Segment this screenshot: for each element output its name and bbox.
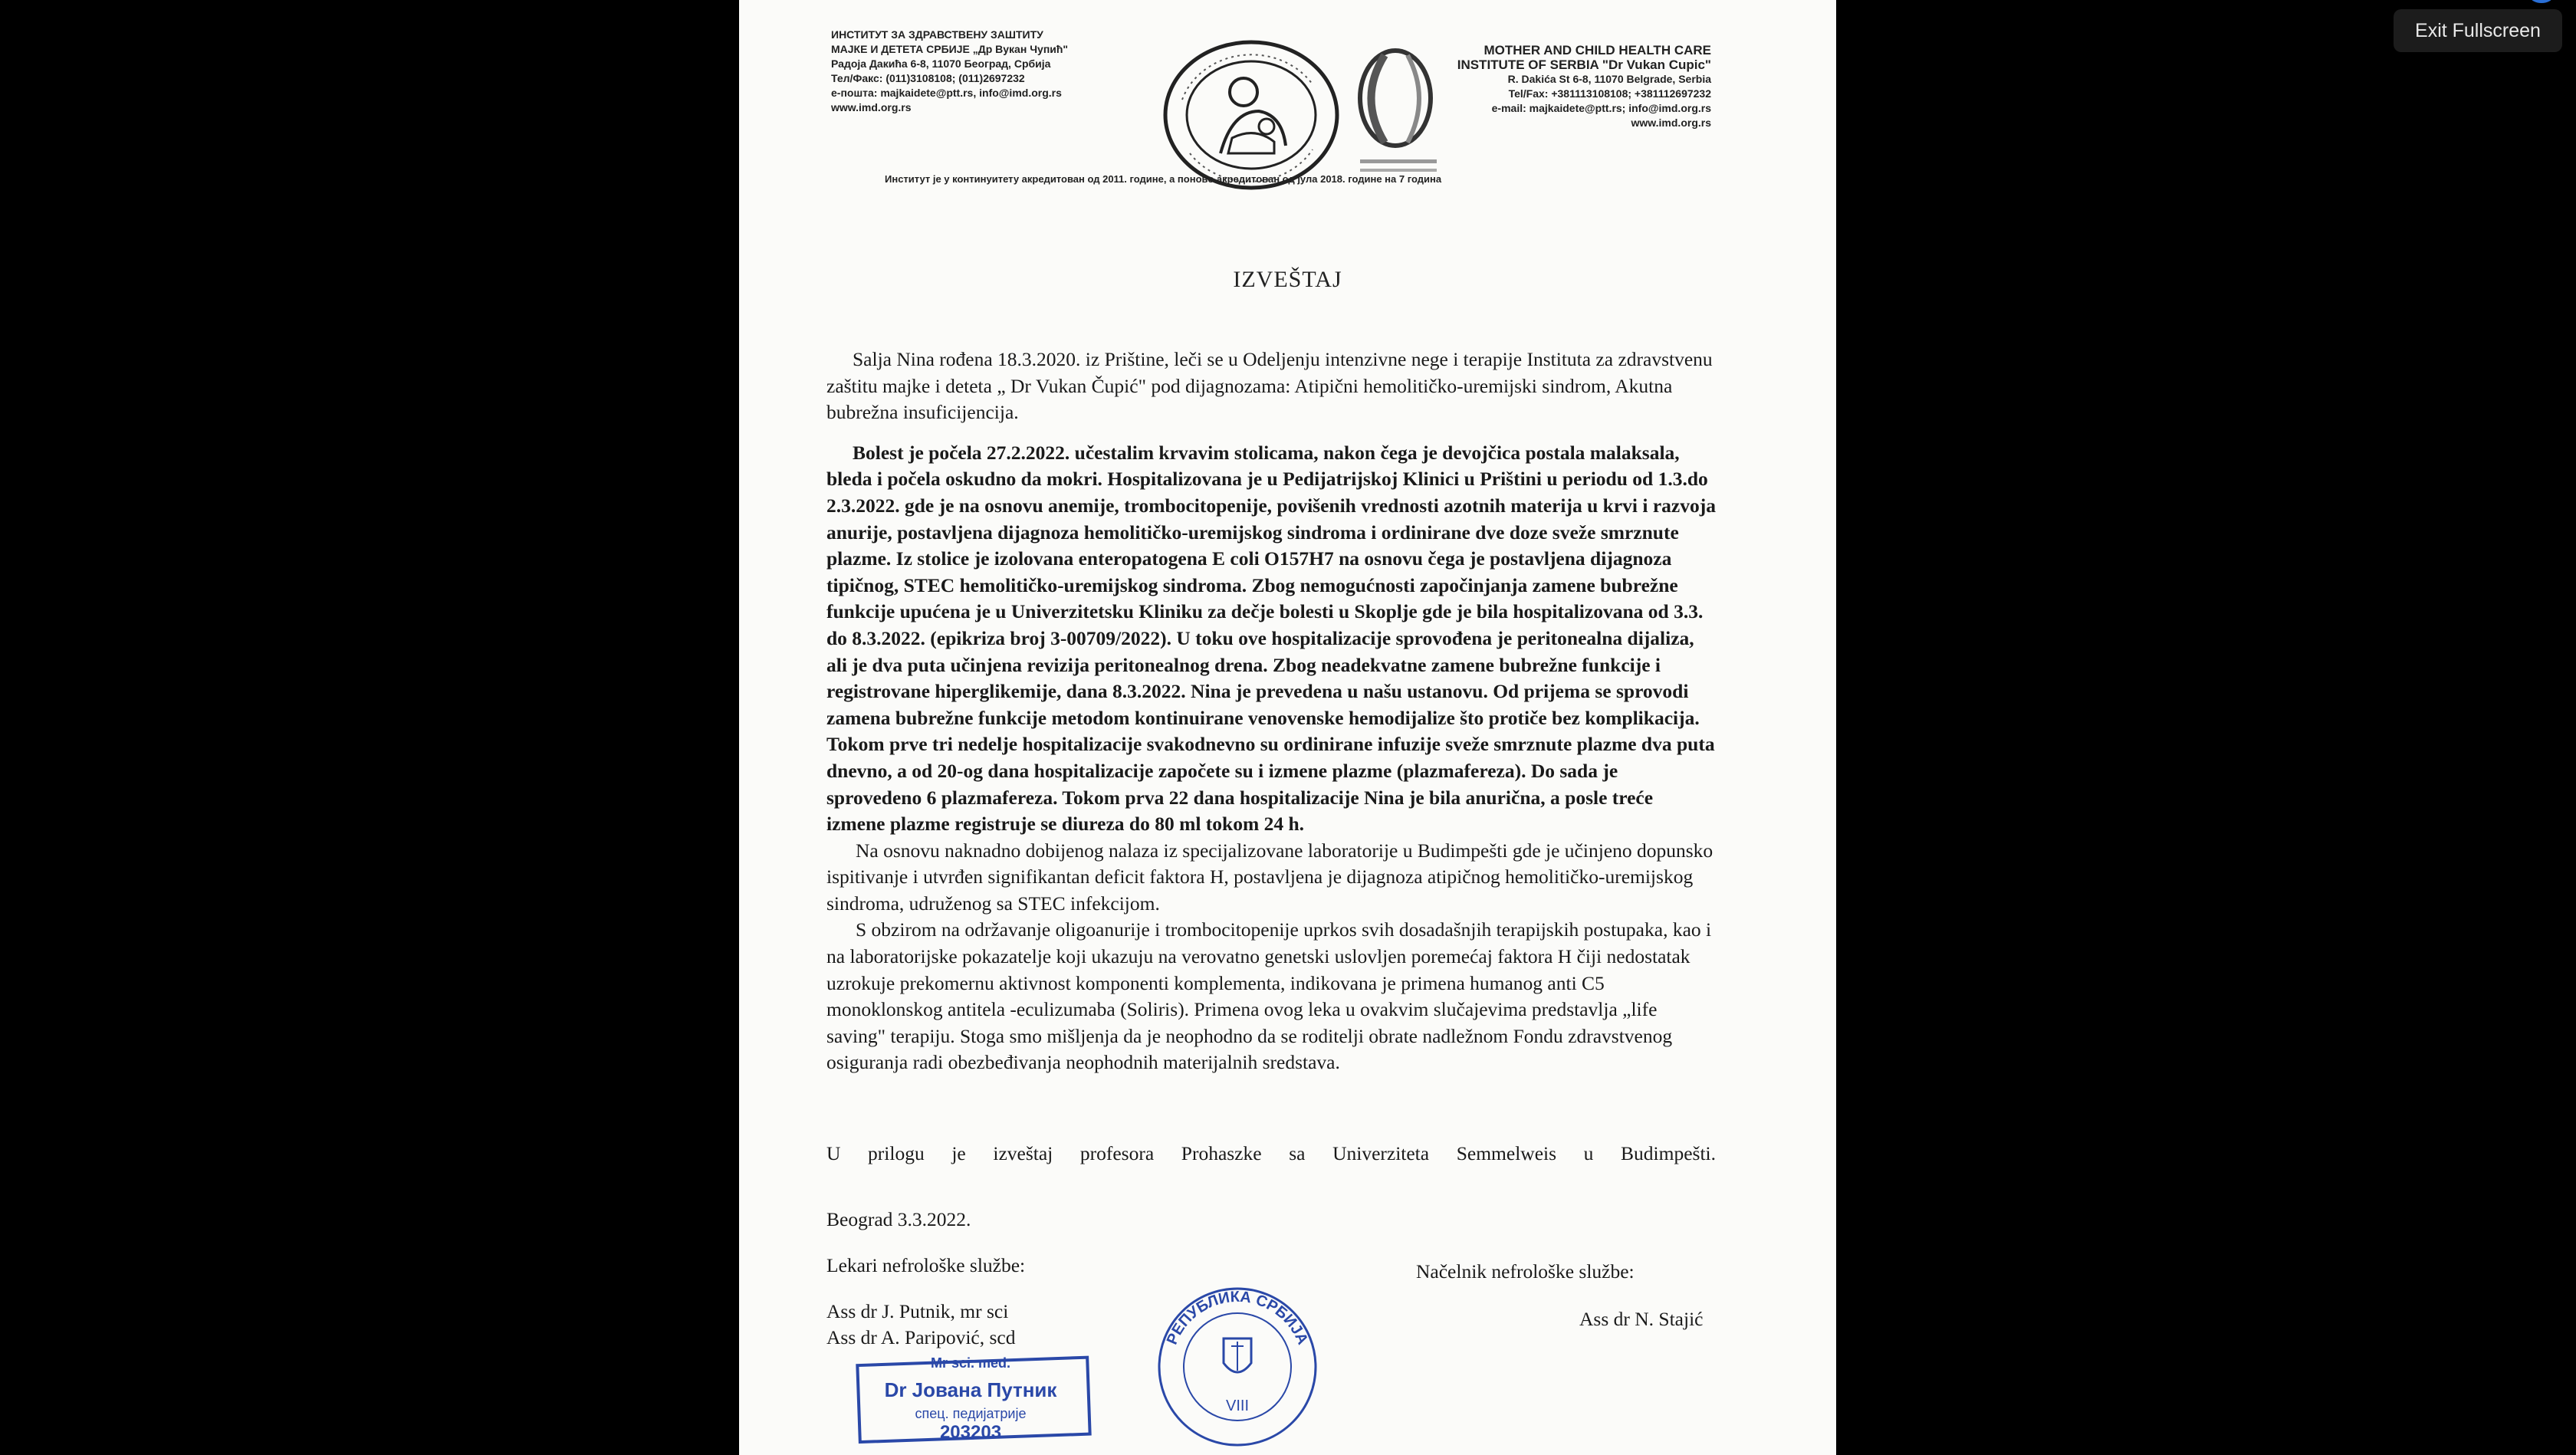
place-date: Beograd 3.3.2022. bbox=[826, 1208, 971, 1230]
accreditation-note: Институт је у континуитету акредитован од 2011. године, а поново акредитован од јула 2018. године на 7 година bbox=[885, 173, 1442, 185]
letterhead-line: R. Dakića St 6-8, 11070 Belgrade, Serbia bbox=[1507, 73, 1711, 85]
head-name: Ass dr N. Stajić bbox=[1579, 1308, 1704, 1330]
stamp-line: спец. педијатрије bbox=[915, 1406, 1027, 1421]
stamp-line: 203203 bbox=[939, 1422, 1002, 1443]
paragraph-diagnosis: Na osnovu naknadno dobijenog nalaza iz specijalizovane laboratorije u Budimpešti gde je učinjeno dopunsko ispitivanje i utvrđen signifikantan deficit faktora H, postavljena je dijagnoza atipičnog hemolitičko-uremijskog sindroma, udruženog sa STEC infekcijom. bbox=[826, 839, 1714, 915]
doctors-label: Lekari nefrološke službe: bbox=[826, 1254, 1026, 1276]
report-title: IZVEŠTAJ bbox=[1233, 267, 1342, 292]
stamp-arc-text: РЕПУБЛИКА СРБИЈА bbox=[1163, 1288, 1312, 1348]
doctor-name: Ass dr A. Paripović, scd bbox=[826, 1326, 1016, 1348]
letterhead-english bbox=[1435, 43, 1711, 130]
letterhead-cyrillic bbox=[831, 28, 1153, 115]
letterhead-line: Тел/Факс: (011)3108108; (011)2697232 bbox=[831, 72, 1025, 84]
institute-logo-icon bbox=[1159, 38, 1343, 192]
status-dot-icon bbox=[2530, 0, 2553, 3]
letterhead-line: www.imd.org.rs bbox=[1631, 117, 1711, 129]
letterhead-line: MOTHER AND CHILD HEALTH CARE bbox=[1484, 43, 1711, 57]
letterhead-line: Tel/Fax: +381113108108; +381112697232 bbox=[1508, 87, 1711, 100]
report-body bbox=[826, 347, 1716, 1076]
head-label: Načelnik nefrološke službe: bbox=[1416, 1260, 1635, 1283]
stamp-number: VIII bbox=[1225, 1398, 1250, 1414]
exit-fullscreen-button[interactable]: Exit Fullscreen bbox=[2394, 9, 2562, 52]
letterhead-line: www.imd.org.rs bbox=[831, 101, 912, 113]
stamp-line: Mr sci. med. bbox=[930, 1355, 1011, 1371]
official-round-stamp bbox=[1153, 1279, 1322, 1455]
letterhead-line: e-пошта: majkaidete@ptt.rs, info@imd.org.rs bbox=[831, 87, 1062, 99]
letterhead-line: INSTITUTE OF SERBIA "Dr Vukan Cupic" bbox=[1457, 57, 1711, 72]
letterhead-line: Радоја Дакића 6-8, 11070 Београд, Србија bbox=[831, 57, 1051, 70]
stamp-line: Dr Јована Путник bbox=[884, 1378, 1057, 1401]
attachment-note: U prilogu je izveštaj profesora Prohaszke sa Univerziteta Semmelweis u Budimpešti. bbox=[826, 1142, 1716, 1164]
letterhead-line: e-mail: majkaidete@ptt.rs; info@imd.org.rs bbox=[1491, 102, 1711, 114]
paragraph-therapy: S obzirom na održavanje oligoanurije i trombocitopenije uprkos svih dosadašnjih terapijskih postupaka, kao i na laboratorijske pokazatelje koji ukazuju na verovatno genetski uslovljen poremećaj faktora H čiji nedostatak uzrokuje prekomernu aktivnost komponenti komplementa, indikovana je primena humanog anti C5 monoklonskog antitela -eculizumaba (Soliris). Primena ovog leka u ovakvim slučajevima predstavlja „life saving" terapiju. Stoga smo mišljenja da je neophodno da se roditelji obrate nadležnom Fondu zdravstvenog osiguranja radi obezbeđivanja neophodnih materijalnih sredstava. bbox=[826, 918, 1712, 1074]
letterhead-line: МАЈКЕ И ДЕТЕТА СРБИЈЕ „Др Вукан Чупић" bbox=[831, 43, 1069, 55]
doctor-name: Ass dr J. Putnik, mr sci bbox=[826, 1300, 1009, 1322]
document-page bbox=[739, 0, 1836, 1455]
accreditation-logo-icon bbox=[1354, 44, 1446, 182]
paragraph-patient: Salja Nina rođena 18.3.2020. iz Prištine, leči se u Odeljenju intenzivne nege i terapije Instituta za zdravstvenu zaštitu majke i deteta „ Dr Vukan Čupić" pod dijagnozama: Atipični hemolitičko-uremijski sindrom, Akutna bubrežna insuficijencija. bbox=[826, 348, 1713, 424]
doctor-stamp bbox=[856, 1346, 1101, 1455]
letterhead-line: ИНСТИТУТ ЗА ЗДРАВСТВЕНУ ЗАШТИТУ bbox=[831, 28, 1043, 41]
paragraph-history: Bolest je počela 27.2.2022. učestalim krvavim stolicama, nakon čega je devojčica postala malaksala, bleda i počela oskudno da mokri. Hospitalizovana je u Pedijatrijskoj Klinici u Prištini u periodu od 1.3.do 2.3.2022. gde je na osnovu anemije, trombocitopenije, povišenih vrednosti azotnih materija u krvi i razvoja anurije, postavljena dijagnoza hemolitičko-uremijskog sindroma i ordinirane dve doze sveže smrznute plazme. Iz stolice je izolovana enteropatogena E coli O157H7 na osnovu čega je postavljena dijagnoza tipičnog, STEC hemolitičko-uremijskog sindroma. Zbog nemogućnosti započinjanja zamene bubrežne funkcije upućena je u Univerzitetsku Kliniku za dečje bolesti u Skoplje gde je bila hospitalizovana od 3.3. do 8.3.2022. (epikriza broj 3-00709/2022). U toku ove hospitalizacije sprovođena je peritonealna dijaliza, ali je dva puta učinjena revizija peritonealnog drena. Zbog neadekvatne zamene bubrežne funkcije i registrovane hiperglikemije, dana 8.3.2022. Nina je prevedena u našu ustanovu. Od prijema se sprovodi zamena bubrežne funkcije metodom kontinuirane venovenske hemodijalize što protiče bez komplikacija. Tokom prve tri nedelje hospitalizacije svakodnevno su ordinirane infuzije sveže smrznute plazme dva puta dnevno, a od 20-og dana hospitalizacije započete su i izmene plazme (plazmafereza). Do sada je sprovedeno 6 plazmafereza. Tokom prva 22 dana hospitalizacije Nina je bila anurična, a posle treće izmene plazme registruje se diureza do 80 ml tokom 24 h. bbox=[826, 441, 1716, 836]
